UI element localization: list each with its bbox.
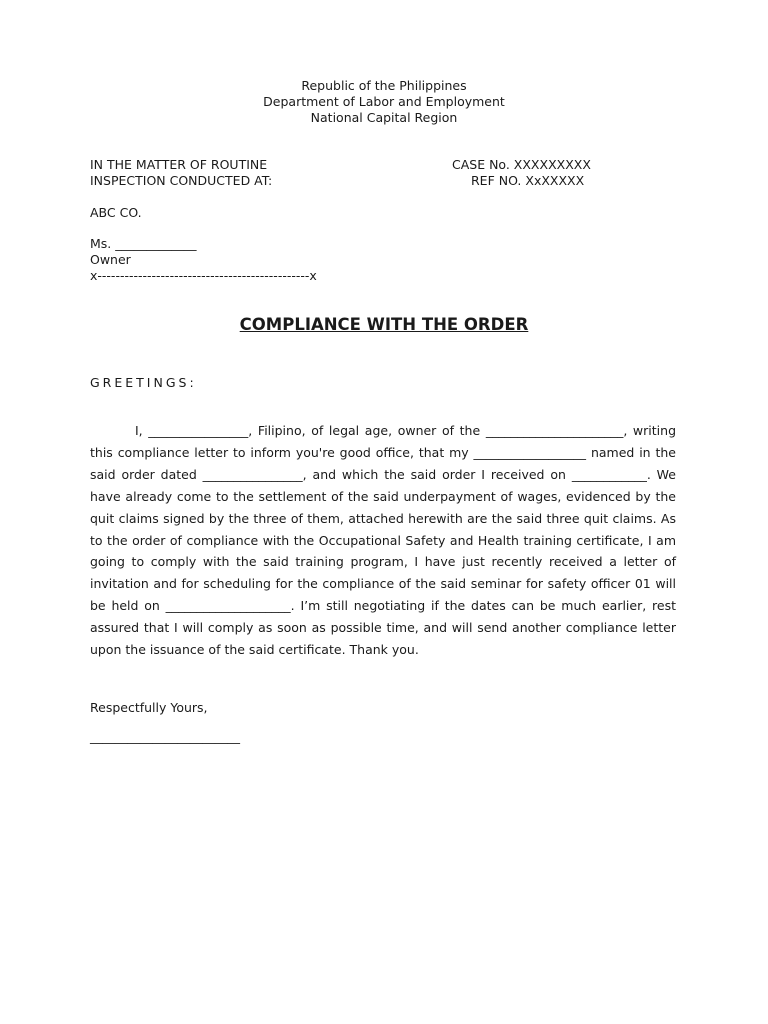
matter-line-2: INSPECTION CONDUCTED AT:	[90, 173, 273, 188]
document-title: COMPLIANCE WITH THE ORDER	[239, 315, 529, 334]
matter-line-1: IN THE MATTER OF ROUTINE	[90, 157, 268, 172]
separator-line: x-----------------------------------------------x	[90, 268, 317, 283]
letterhead	[0, 78, 768, 126]
recipient-title: Owner	[90, 252, 131, 267]
header-republic: Republic of the Philippines	[301, 78, 467, 93]
ref-number: REF NO. XxXXXXX	[471, 173, 585, 188]
closing: Respectfully Yours,	[90, 700, 208, 715]
greetings: GREETINGS:	[90, 375, 197, 390]
signature-line: ________________________	[90, 729, 240, 744]
case-number: CASE No. XXXXXXXXX	[452, 157, 591, 172]
case-reference	[452, 157, 591, 189]
recipient-block	[90, 236, 317, 284]
company-name: ABC CO.	[90, 205, 142, 220]
body-paragraph: I, ________________, Filipino, of legal age, owner of the ______________________, writing this compliance letter to inform you're good office, that my __________________ named in the said order dated ________________, and which the said order I received on ____________. We have already come to the settlement of the said underpayment of wages, evidenced by the quit claims signed by the three of them, attached herewith are the said three quit claims. As to the order of compliance with the Occupational Safety and Health training certificate, I am going to comply with the said training program, I have just recently received a letter of invitation and for scheduling for the compliance of the said seminar for safety officer 01 will be held on ____________________. I’m still negotiating if the dates can be much earlier, rest assured that I will comply as soon as possible time, and will send another compliance letter upon the issuance of the said certificate. Thank you.	[90, 423, 676, 658]
header-department: Department of Labor and Employment	[263, 94, 505, 109]
matter-caption	[90, 157, 272, 189]
recipient-name: Ms. _____________	[90, 236, 197, 251]
header-region: National Capital Region	[310, 110, 458, 125]
